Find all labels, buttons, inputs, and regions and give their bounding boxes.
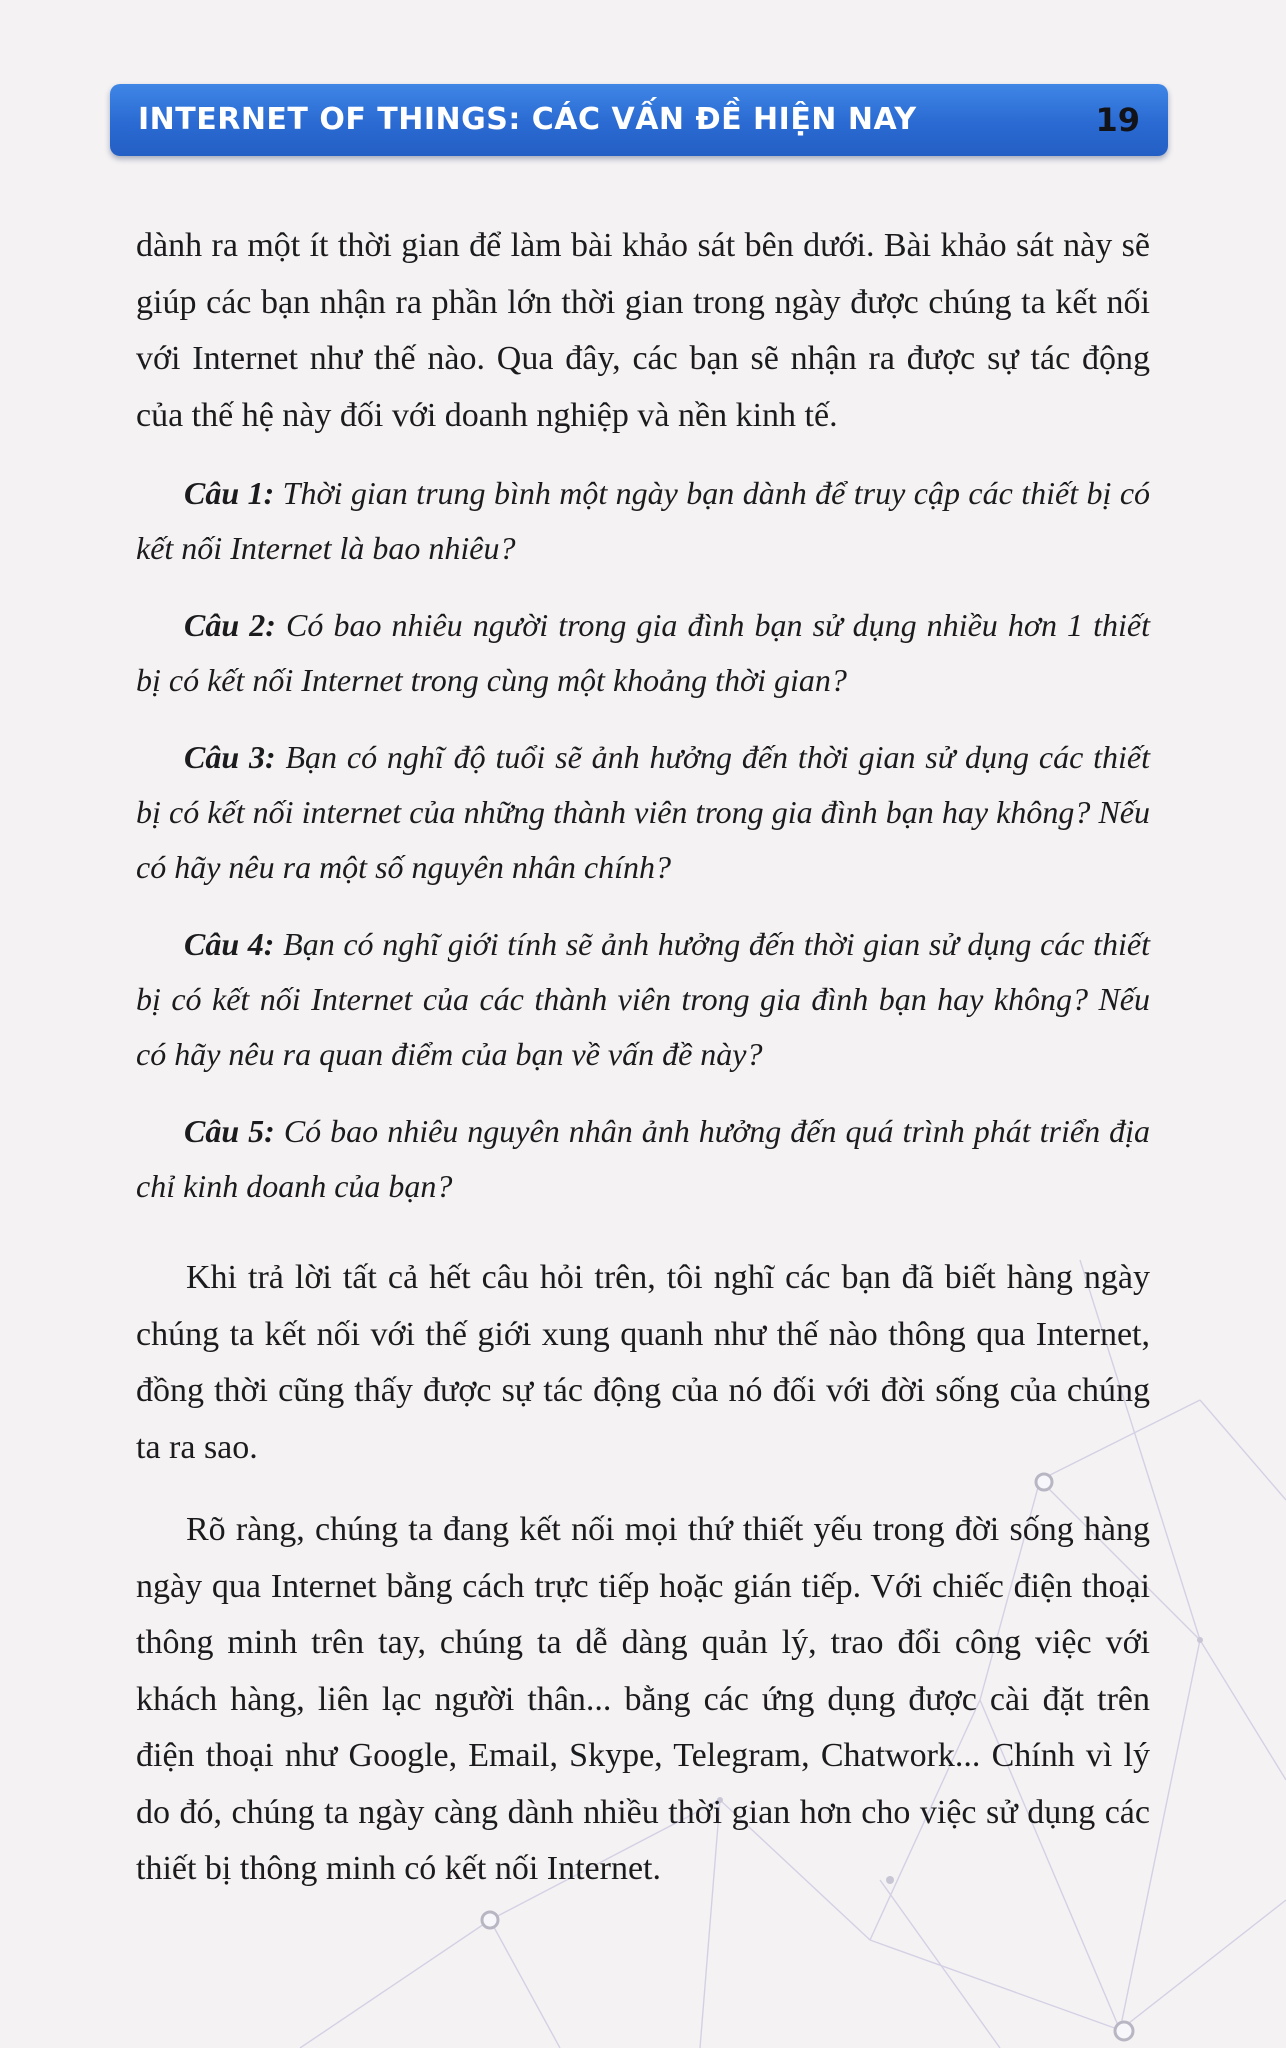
page-body xyxy=(136,218,1150,1898)
question-text: Bạn có nghĩ giới tính sẽ ảnh hưởng đến thời gian sử dụng các thiết bị có kết nối Internet của các thành viên trong gia đình bạn hay không? Nếu có hãy nêu ra quan điểm của bạn về vấn đề này? xyxy=(136,926,1151,1072)
question-text: Thời gian trung bình một ngày bạn dành để truy cập các thiết bị có kết nối Internet là bao nhiêu? xyxy=(136,475,1151,566)
chapter-title: INTERNET OF THINGS: CÁC VẤN ĐỀ HIỆN NAY xyxy=(138,102,917,137)
survey-question-2 xyxy=(136,598,1150,708)
question-label: Câu 3: xyxy=(184,739,276,775)
page-number: 19 xyxy=(1095,101,1140,139)
survey-question-4 xyxy=(136,917,1150,1082)
question-label: Câu 5: xyxy=(184,1113,275,1149)
question-label: Câu 4: xyxy=(184,926,275,962)
question-text: Có bao nhiêu nguyên nhân ảnh hưởng đến quá trình phát triển địa chỉ kinh doanh của bạn? xyxy=(136,1113,1151,1204)
survey-question-5 xyxy=(136,1104,1150,1214)
question-text: Bạn có nghĩ độ tuổi sẽ ảnh hưởng đến thời gian sử dụng các thiết bị có kết nối internet của những thành viên trong gia đình bạn hay không? Nếu có hãy nêu ra một số nguyên nhân chính? xyxy=(136,739,1151,885)
body-paragraph-2: Khi trả lời tất cả hết câu hỏi trên, tôi nghĩ các bạn đã biết hàng ngày chúng ta kết nối với thế giới xung quanh như thế nào thông qua Internet, đồng thời cũng thấy được sự tác động của nó đối với đời sống của chúng ta ra sao. xyxy=(136,1259,1150,1466)
question-text: Có bao nhiêu người trong gia đình bạn sử dụng nhiều hơn 1 thiết bị có kết nối Internet trong cùng một khoảng thời gian? xyxy=(136,607,1151,698)
body-paragraph-3: Rõ ràng, chúng ta đang kết nối mọi thứ thiết yếu trong đời sống hàng ngày qua Internet bằng cách trực tiếp hoặc gián tiếp. Với chiếc điện thoại thông minh trên tay, chúng ta dễ dàng quản lý, trao đổi công việc với khách hàng, liên lạc người thân... bằng các ứng dụng được cài đặt trên điện thoại như Google, Email, Skype, Telegram, Chatwork... Chính vì lý do đó, chúng ta ngày càng dành nhiều thời gian hơn cho việc sử dụng các thiết bị thông minh có kết nối Internet. xyxy=(136,1511,1150,1887)
survey-question-1 xyxy=(136,466,1150,576)
intro-paragraph: dành ra một ít thời gian để làm bài khảo sát bên dưới. Bài khảo sát này sẽ giúp các bạn nhận ra phần lớn thời gian trong ngày được chúng ta kết nối với Internet như thế nào. Qua đây, các bạn sẽ nhận ra được sự tác động của thế hệ này đối với doanh nghiệp và nền kinh tế. xyxy=(136,227,1150,434)
question-label: Câu 1: xyxy=(184,475,275,511)
chapter-header-bar xyxy=(110,84,1168,156)
survey-question-3 xyxy=(136,730,1150,895)
question-label: Câu 2: xyxy=(184,607,276,643)
